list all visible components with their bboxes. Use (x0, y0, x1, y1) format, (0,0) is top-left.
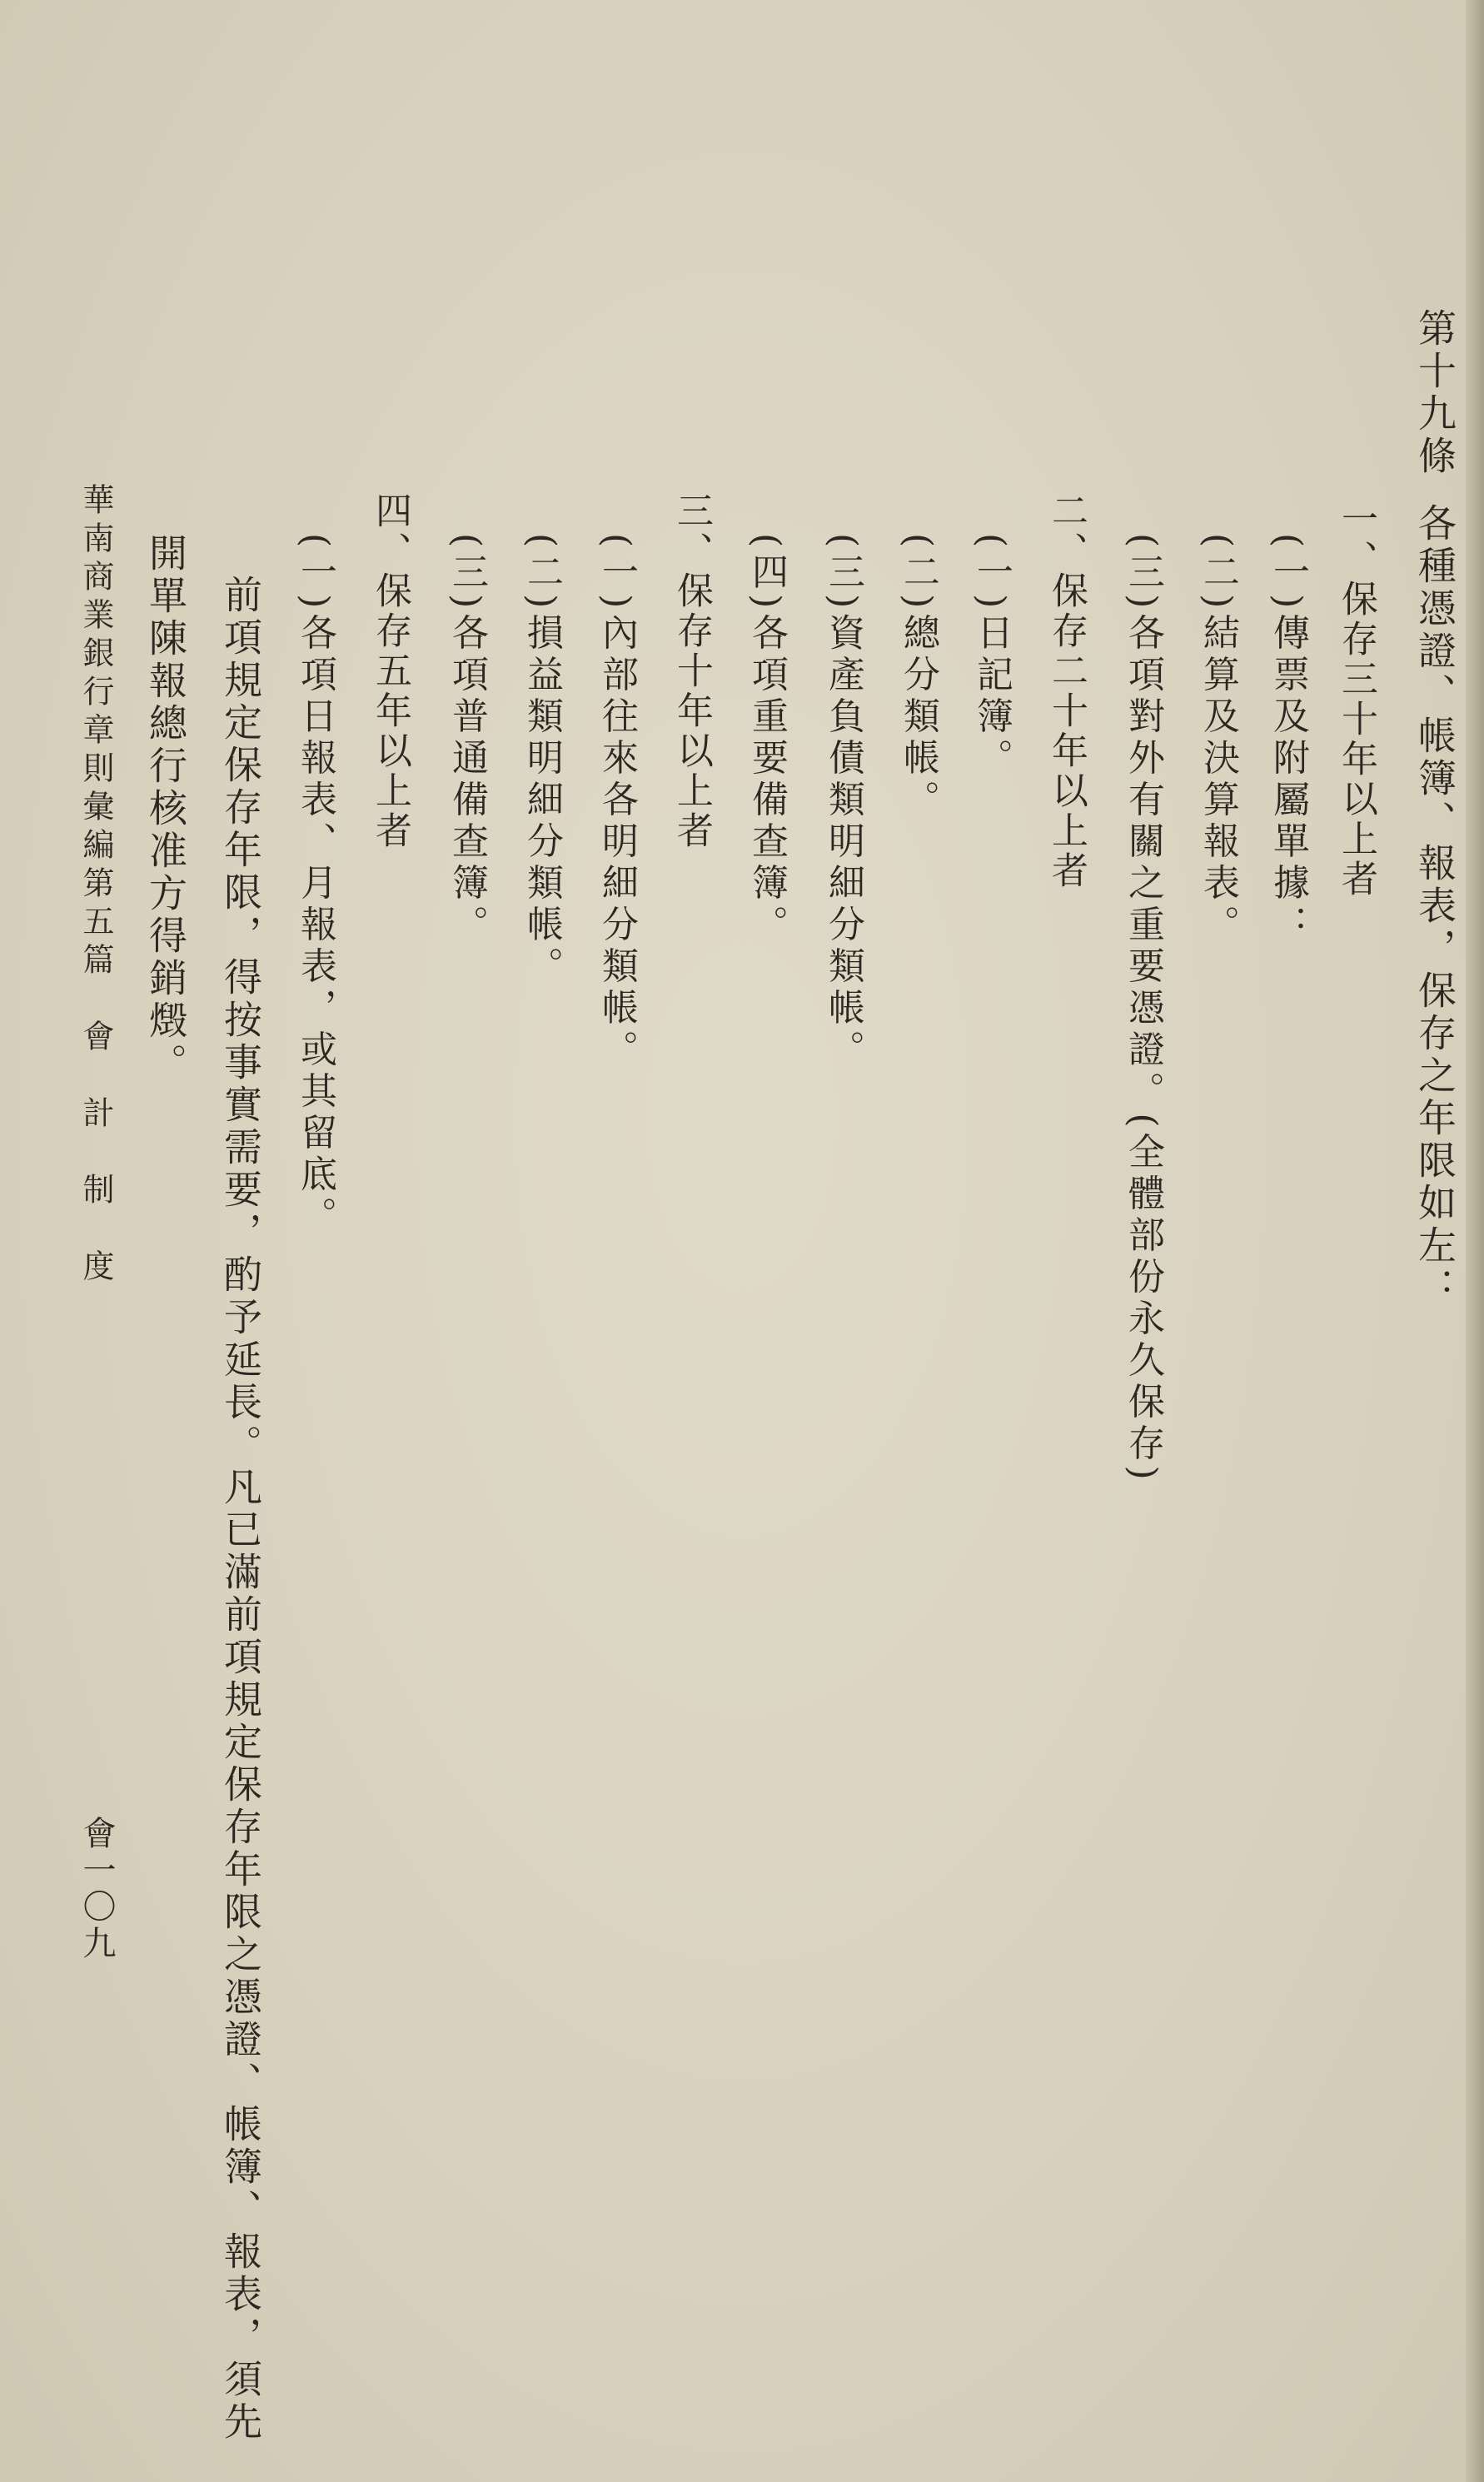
section-3-item-1: (一)內部往來各明細分類帳。 (595, 533, 638, 1072)
section-2-item-1: (一)日記簿。 (970, 533, 1013, 780)
section-3-heading: 三、保存十年以上者 (670, 491, 713, 851)
section-1-item-3: (三)各項對外有關之重要憑證。(全體部份永久保存) (1122, 533, 1164, 1485)
article-intro-column (1412, 308, 1457, 1310)
closing-line-1: 前項規定保存年限，得按事實需要，酌予延長。凡已滿前項規定保存年限之憑證、帳簿、報表，須先 (218, 575, 263, 2444)
section-2-item-3: (三)資產負債類明細分類帳。 (822, 533, 864, 1072)
footer-chapter: 第五篇 會 計 制 度 (77, 866, 114, 1288)
footer-book-title: 華南商業銀行章則彙編 (77, 483, 114, 866)
article-title: 第十九條 (1412, 308, 1457, 478)
closing-line-2: 開單陳報總行核准方得銷燬。 (143, 533, 188, 1085)
article-intro: 各種憑證、帳簿、報表，保存之年限如左： (1412, 503, 1457, 1310)
section-1-item-1: (一)傳票及附屬單據： (1267, 533, 1309, 947)
section-2-item-4: (四)各項重要備查簿。 (745, 533, 788, 947)
section-3-item-2: (二)損益類明細分類帳。 (520, 533, 563, 989)
footer-page-number: 會一〇九 (77, 1816, 116, 1962)
section-2-item-2: (二)總分類帳。 (897, 533, 939, 822)
page-edge-shadow (1466, 0, 1484, 2482)
section-3-item-3: (三)各項普通備查簿。 (446, 533, 488, 947)
section-2-heading: 二、保存二十年以上者 (1045, 491, 1088, 891)
section-1-heading: 一、保存三十年以上者 (1335, 500, 1377, 900)
section-4-item-1: (一)各項日報表、月報表，或其留底。 (294, 533, 336, 1239)
section-4-heading: 四、保存五年以上者 (369, 491, 411, 851)
section-1-item-2: (二)結算及決算報表。 (1197, 533, 1239, 947)
